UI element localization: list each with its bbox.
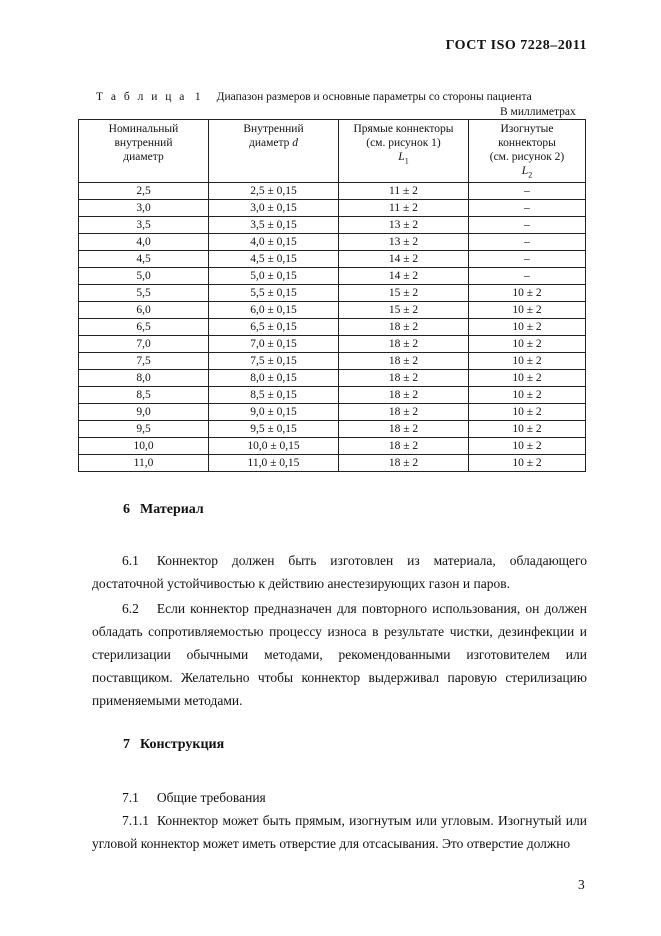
table-row (79, 251, 586, 268)
table-cell: 18 ± 2 (339, 336, 469, 353)
col-header-bent-connectors: Изогнутые коннекторы (см. рисунок 2) $L_2$ (469, 120, 586, 183)
table-cell: – (469, 183, 586, 200)
table-cell: 2,5 (79, 183, 209, 200)
table-cell: 6,5 (79, 319, 209, 336)
table-caption-prefix: Т а б л и ц а (96, 91, 187, 103)
table-cell: 14 ± 2 (339, 251, 469, 268)
col-header-nominal-diameter: Номинальный внутренний диаметр (79, 120, 209, 183)
table-cell: 10 ± 2 (469, 319, 586, 336)
table-row (79, 234, 586, 251)
table-caption-title: Диапазон размеров и основные параметры со стороны пациента (216, 91, 532, 103)
table-cell: 5,5 ± 0,15 (209, 285, 339, 302)
table-cell: 7,0 ± 0,15 (209, 336, 339, 353)
table-body (79, 183, 586, 472)
table-cell: 9,0 (79, 404, 209, 421)
table-cell: 2,5 ± 0,15 (209, 183, 339, 200)
table-cell: 8,5 (79, 387, 209, 404)
table-row (79, 200, 586, 217)
table-cell: 4,0 ± 0,15 (209, 234, 339, 251)
table-cell: 9,0 ± 0,15 (209, 404, 339, 421)
table-cell: 10 ± 2 (469, 302, 586, 319)
table-cell: 7,0 (79, 336, 209, 353)
table-caption-number: 1 (194, 91, 201, 103)
col-header-inner-diameter: Внутренний диаметр d (209, 120, 339, 183)
table-caption (96, 91, 532, 103)
table-cell: 14 ± 2 (339, 268, 469, 285)
paragraph-6-1: 6.1 Коннектор должен быть изготовлен из материала, обладающего достаточной устойчивостью к действию анестезирующих газон и паров. (92, 553, 587, 591)
table-row (79, 319, 586, 336)
table-row (79, 455, 586, 472)
table-cell: 7,5 ± 0,15 (209, 353, 339, 370)
table-cell: 11,0 (79, 455, 209, 472)
table-cell: 3,5 (79, 217, 209, 234)
table-cell: 18 ± 2 (339, 455, 469, 472)
table-cell: 8,0 ± 0,15 (209, 370, 339, 387)
table-row (79, 336, 586, 353)
table-cell: 6,5 ± 0,15 (209, 319, 339, 336)
table-cell: 6,0 ± 0,15 (209, 302, 339, 319)
table-cell: 4,5 ± 0,15 (209, 251, 339, 268)
table-row (79, 438, 586, 455)
document-header: ГОСТ ISO 7228–2011 (445, 38, 587, 53)
table-cell: – (469, 234, 586, 251)
table-row (79, 217, 586, 234)
table-cell: 8,5 ± 0,15 (209, 387, 339, 404)
table-cell: – (469, 200, 586, 217)
paragraph-6-2: 6.2 Если коннектор предназначен для повторного использования, он должен обладать сопротивляемостью процессу износа в результате чистки, дезинфекции и стерилизации обычными методами, рекомендованными изготовителем или поставщиком. Желательно чтобы коннектор выдерживал паровую стерилизацию применяемыми методами. (92, 601, 587, 708)
table-cell: 13 ± 2 (339, 234, 469, 251)
table-cell: – (469, 251, 586, 268)
table-cell: 10 ± 2 (469, 387, 586, 404)
table-row (79, 370, 586, 387)
table-header-row (79, 120, 586, 183)
section-6-heading: 6 Материал (123, 502, 204, 517)
paragraph-7-1: 7.1 Общие требования (122, 790, 266, 805)
table-row (79, 404, 586, 421)
table-cell: – (469, 217, 586, 234)
table-cell: 9,5 ± 0,15 (209, 421, 339, 438)
table-row (79, 268, 586, 285)
table-cell: 18 ± 2 (339, 387, 469, 404)
table-cell: 15 ± 2 (339, 285, 469, 302)
table-cell: 11 ± 2 (339, 183, 469, 200)
table-cell: 10 ± 2 (469, 455, 586, 472)
table-cell: 5,0 ± 0,15 (209, 268, 339, 285)
table-cell: 9,5 (79, 421, 209, 438)
table-cell: 18 ± 2 (339, 370, 469, 387)
table-cell: 18 ± 2 (339, 438, 469, 455)
page-number: 3 (578, 877, 585, 892)
table-cell: 15 ± 2 (339, 302, 469, 319)
table-cell: 11 ± 2 (339, 200, 469, 217)
table-row (79, 421, 586, 438)
table-cell: 6,0 (79, 302, 209, 319)
table-cell: 10,0 (79, 438, 209, 455)
section-7-heading: 7 Конструкция (123, 737, 225, 752)
table-cell: 18 ± 2 (339, 353, 469, 370)
table-cell: 3,0 (79, 200, 209, 217)
paragraph-7-1-1: 7.1.1 Коннектор может быть прямым, изогнутым или угловым. Изогнутый или угловой коннектор может иметь отверстие для отсасывания. Это отверстие должно (92, 813, 587, 851)
table-cell: 3,5 ± 0,15 (209, 217, 339, 234)
table-row (79, 353, 586, 370)
table-cell: 10 ± 2 (469, 404, 586, 421)
table-row (79, 302, 586, 319)
table-cell: 10 ± 2 (469, 353, 586, 370)
table-cell: 8,0 (79, 370, 209, 387)
table-cell: 7,5 (79, 353, 209, 370)
table-cell: 13 ± 2 (339, 217, 469, 234)
table-cell: 10 ± 2 (469, 421, 586, 438)
col-header-straight-connectors: Прямые коннекторы (см. рисунок 1) $L_1$ (339, 120, 469, 183)
table-cell: 10 ± 2 (469, 370, 586, 387)
table-cell: 5,5 (79, 285, 209, 302)
table-cell: – (469, 268, 586, 285)
table-cell: 4,5 (79, 251, 209, 268)
table-cell: 10,0 ± 0,15 (209, 438, 339, 455)
table-cell: 10 ± 2 (469, 438, 586, 455)
table-units: В миллиметрах (500, 106, 576, 118)
table-cell: 18 ± 2 (339, 319, 469, 336)
table-cell: 5,0 (79, 268, 209, 285)
table-row (79, 387, 586, 404)
table-cell: 10 ± 2 (469, 336, 586, 353)
table-cell: 18 ± 2 (339, 421, 469, 438)
table-row (79, 285, 586, 302)
table-cell: 3,0 ± 0,15 (209, 200, 339, 217)
table-cell: 4,0 (79, 234, 209, 251)
table-cell: 11,0 ± 0,15 (209, 455, 339, 472)
table-cell: 18 ± 2 (339, 404, 469, 421)
size-parameters-table (78, 119, 586, 472)
table-cell: 10 ± 2 (469, 285, 586, 302)
table-row (79, 183, 586, 200)
